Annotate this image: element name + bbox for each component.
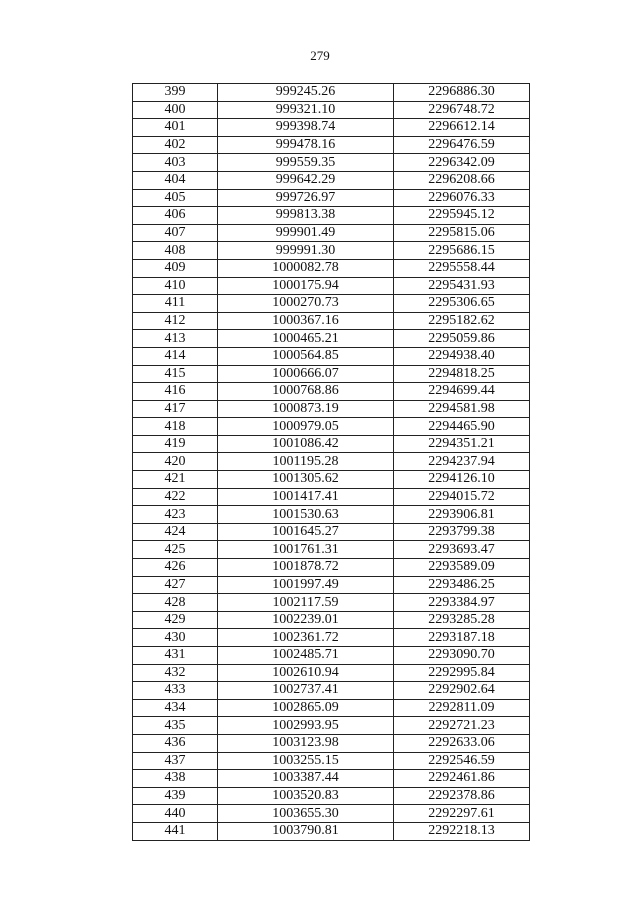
- x-coordinate-cell: 1001997.49: [218, 576, 394, 594]
- table-row: [133, 242, 530, 260]
- y-coordinate-cell: 2295059.86: [394, 330, 530, 348]
- table-row: [133, 347, 530, 365]
- table-row: [133, 541, 530, 559]
- x-coordinate-cell: 1000367.16: [218, 312, 394, 330]
- point-number-cell: 408: [133, 242, 218, 260]
- coordinates-table-body: [133, 84, 530, 841]
- y-coordinate-cell: 2293090.70: [394, 647, 530, 665]
- point-number-cell: 412: [133, 312, 218, 330]
- y-coordinate-cell: 2293285.28: [394, 611, 530, 629]
- y-coordinate-cell: 2295182.62: [394, 312, 530, 330]
- point-number-cell: 422: [133, 488, 218, 506]
- x-coordinate-cell: 999726.97: [218, 189, 394, 207]
- x-coordinate-cell: 1000873.19: [218, 400, 394, 418]
- table-row: [133, 101, 530, 119]
- x-coordinate-cell: 1001878.72: [218, 559, 394, 577]
- x-coordinate-cell: 999901.49: [218, 224, 394, 242]
- y-coordinate-cell: 2295686.15: [394, 242, 530, 260]
- table-row: [133, 330, 530, 348]
- x-coordinate-cell: 1002865.09: [218, 699, 394, 717]
- x-coordinate-cell: 1003790.81: [218, 822, 394, 840]
- x-coordinate-cell: 1001761.31: [218, 541, 394, 559]
- x-coordinate-cell: 1000666.07: [218, 365, 394, 383]
- table-row: [133, 752, 530, 770]
- point-number-cell: 406: [133, 207, 218, 225]
- x-coordinate-cell: 1002361.72: [218, 629, 394, 647]
- x-coordinate-cell: 1001417.41: [218, 488, 394, 506]
- point-number-cell: 401: [133, 119, 218, 137]
- table-row: [133, 312, 530, 330]
- point-number-cell: 431: [133, 647, 218, 665]
- y-coordinate-cell: 2296612.14: [394, 119, 530, 137]
- x-coordinate-cell: 1002239.01: [218, 611, 394, 629]
- y-coordinate-cell: 2292461.86: [394, 770, 530, 788]
- table-row: [133, 682, 530, 700]
- x-coordinate-cell: 1001195.28: [218, 453, 394, 471]
- x-coordinate-cell: 1001305.62: [218, 471, 394, 489]
- point-number-cell: 409: [133, 259, 218, 277]
- x-coordinate-cell: 1000082.78: [218, 259, 394, 277]
- point-number-cell: 429: [133, 611, 218, 629]
- y-coordinate-cell: 2293799.38: [394, 523, 530, 541]
- point-number-cell: 419: [133, 435, 218, 453]
- y-coordinate-cell: 2294126.10: [394, 471, 530, 489]
- y-coordinate-cell: 2296886.30: [394, 84, 530, 102]
- x-coordinate-cell: 1003655.30: [218, 805, 394, 823]
- table-row: [133, 611, 530, 629]
- x-coordinate-cell: 1000768.86: [218, 383, 394, 401]
- x-coordinate-cell: 999642.29: [218, 171, 394, 189]
- y-coordinate-cell: 2292546.59: [394, 752, 530, 770]
- y-coordinate-cell: 2295815.06: [394, 224, 530, 242]
- table-row: [133, 224, 530, 242]
- point-number-cell: 433: [133, 682, 218, 700]
- point-number-cell: 432: [133, 664, 218, 682]
- point-number-cell: 428: [133, 594, 218, 612]
- point-number-cell: 436: [133, 734, 218, 752]
- point-number-cell: 414: [133, 347, 218, 365]
- y-coordinate-cell: 2295431.93: [394, 277, 530, 295]
- table-row: [133, 295, 530, 313]
- y-coordinate-cell: 2294015.72: [394, 488, 530, 506]
- table-row: [133, 154, 530, 172]
- table-row: [133, 523, 530, 541]
- y-coordinate-cell: 2296342.09: [394, 154, 530, 172]
- x-coordinate-cell: 1001086.42: [218, 435, 394, 453]
- table-row: [133, 207, 530, 225]
- point-number-cell: 423: [133, 506, 218, 524]
- x-coordinate-cell: 1000979.05: [218, 418, 394, 436]
- table-row: [133, 594, 530, 612]
- x-coordinate-cell: 1000564.85: [218, 347, 394, 365]
- point-number-cell: 425: [133, 541, 218, 559]
- point-number-cell: 438: [133, 770, 218, 788]
- x-coordinate-cell: 1001530.63: [218, 506, 394, 524]
- point-number-cell: 420: [133, 453, 218, 471]
- point-number-cell: 430: [133, 629, 218, 647]
- x-coordinate-cell: 1003123.98: [218, 734, 394, 752]
- point-number-cell: 403: [133, 154, 218, 172]
- point-number-cell: 439: [133, 787, 218, 805]
- y-coordinate-cell: 2293906.81: [394, 506, 530, 524]
- table-row: [133, 471, 530, 489]
- y-coordinate-cell: 2294818.25: [394, 365, 530, 383]
- y-coordinate-cell: 2292297.61: [394, 805, 530, 823]
- point-number-cell: 402: [133, 136, 218, 154]
- point-number-cell: 437: [133, 752, 218, 770]
- point-number-cell: 440: [133, 805, 218, 823]
- x-coordinate-cell: 1000175.94: [218, 277, 394, 295]
- table-row: [133, 699, 530, 717]
- table-row: [133, 664, 530, 682]
- table-row: [133, 559, 530, 577]
- y-coordinate-cell: 2293187.18: [394, 629, 530, 647]
- x-coordinate-cell: 1003520.83: [218, 787, 394, 805]
- x-coordinate-cell: 1002117.59: [218, 594, 394, 612]
- y-coordinate-cell: 2295945.12: [394, 207, 530, 225]
- x-coordinate-cell: 1002737.41: [218, 682, 394, 700]
- point-number-cell: 426: [133, 559, 218, 577]
- x-coordinate-cell: 999813.38: [218, 207, 394, 225]
- table-row: [133, 787, 530, 805]
- point-number-cell: 400: [133, 101, 218, 119]
- point-number-cell: 411: [133, 295, 218, 313]
- x-coordinate-cell: 1001645.27: [218, 523, 394, 541]
- x-coordinate-cell: 1003387.44: [218, 770, 394, 788]
- y-coordinate-cell: 2296208.66: [394, 171, 530, 189]
- y-coordinate-cell: 2295306.65: [394, 295, 530, 313]
- y-coordinate-cell: 2292633.06: [394, 734, 530, 752]
- table-row: [133, 189, 530, 207]
- y-coordinate-cell: 2292902.64: [394, 682, 530, 700]
- point-number-cell: 413: [133, 330, 218, 348]
- table-row: [133, 365, 530, 383]
- table-row: [133, 136, 530, 154]
- y-coordinate-cell: 2295558.44: [394, 259, 530, 277]
- y-coordinate-cell: 2293486.25: [394, 576, 530, 594]
- point-number-cell: 404: [133, 171, 218, 189]
- point-number-cell: 405: [133, 189, 218, 207]
- y-coordinate-cell: 2293384.97: [394, 594, 530, 612]
- point-number-cell: 410: [133, 277, 218, 295]
- y-coordinate-cell: 2292218.13: [394, 822, 530, 840]
- x-coordinate-cell: 999559.35: [218, 154, 394, 172]
- x-coordinate-cell: 1002485.71: [218, 647, 394, 665]
- table-row: [133, 435, 530, 453]
- point-number-cell: 407: [133, 224, 218, 242]
- x-coordinate-cell: 999321.10: [218, 101, 394, 119]
- y-coordinate-cell: 2296076.33: [394, 189, 530, 207]
- table-row: [133, 629, 530, 647]
- y-coordinate-cell: 2294465.90: [394, 418, 530, 436]
- table-row: [133, 277, 530, 295]
- point-number-cell: 399: [133, 84, 218, 102]
- table-row: [133, 119, 530, 137]
- table-row: [133, 822, 530, 840]
- x-coordinate-cell: 999245.26: [218, 84, 394, 102]
- point-number-cell: 416: [133, 383, 218, 401]
- y-coordinate-cell: 2296476.59: [394, 136, 530, 154]
- point-number-cell: 435: [133, 717, 218, 735]
- y-coordinate-cell: 2293693.47: [394, 541, 530, 559]
- y-coordinate-cell: 2294351.21: [394, 435, 530, 453]
- y-coordinate-cell: 2292378.86: [394, 787, 530, 805]
- x-coordinate-cell: 1000465.21: [218, 330, 394, 348]
- x-coordinate-cell: 999398.74: [218, 119, 394, 137]
- x-coordinate-cell: 1000270.73: [218, 295, 394, 313]
- point-number-cell: 415: [133, 365, 218, 383]
- table-row: [133, 84, 530, 102]
- table-row: [133, 576, 530, 594]
- table-row: [133, 647, 530, 665]
- point-number-cell: 421: [133, 471, 218, 489]
- table-row: [133, 259, 530, 277]
- table-row: [133, 506, 530, 524]
- y-coordinate-cell: 2292811.09: [394, 699, 530, 717]
- x-coordinate-cell: 999478.16: [218, 136, 394, 154]
- y-coordinate-cell: 2294938.40: [394, 347, 530, 365]
- table-row: [133, 418, 530, 436]
- point-number-cell: 424: [133, 523, 218, 541]
- coordinates-table: [132, 83, 530, 841]
- page-number: 279: [310, 48, 330, 63]
- table-row: [133, 488, 530, 506]
- y-coordinate-cell: 2296748.72: [394, 101, 530, 119]
- y-coordinate-cell: 2294237.94: [394, 453, 530, 471]
- x-coordinate-cell: 999991.30: [218, 242, 394, 260]
- table-row: [133, 453, 530, 471]
- table-row: [133, 770, 530, 788]
- table-row: [133, 805, 530, 823]
- point-number-cell: 434: [133, 699, 218, 717]
- y-coordinate-cell: 2294581.98: [394, 400, 530, 418]
- point-number-cell: 441: [133, 822, 218, 840]
- x-coordinate-cell: 1003255.15: [218, 752, 394, 770]
- table-row: [133, 383, 530, 401]
- table-row: [133, 717, 530, 735]
- point-number-cell: 427: [133, 576, 218, 594]
- table-row: [133, 400, 530, 418]
- y-coordinate-cell: 2293589.09: [394, 559, 530, 577]
- y-coordinate-cell: 2294699.44: [394, 383, 530, 401]
- y-coordinate-cell: 2292995.84: [394, 664, 530, 682]
- x-coordinate-cell: 1002993.95: [218, 717, 394, 735]
- y-coordinate-cell: 2292721.23: [394, 717, 530, 735]
- x-coordinate-cell: 1002610.94: [218, 664, 394, 682]
- point-number-cell: 418: [133, 418, 218, 436]
- point-number-cell: 417: [133, 400, 218, 418]
- table-row: [133, 734, 530, 752]
- table-row: [133, 171, 530, 189]
